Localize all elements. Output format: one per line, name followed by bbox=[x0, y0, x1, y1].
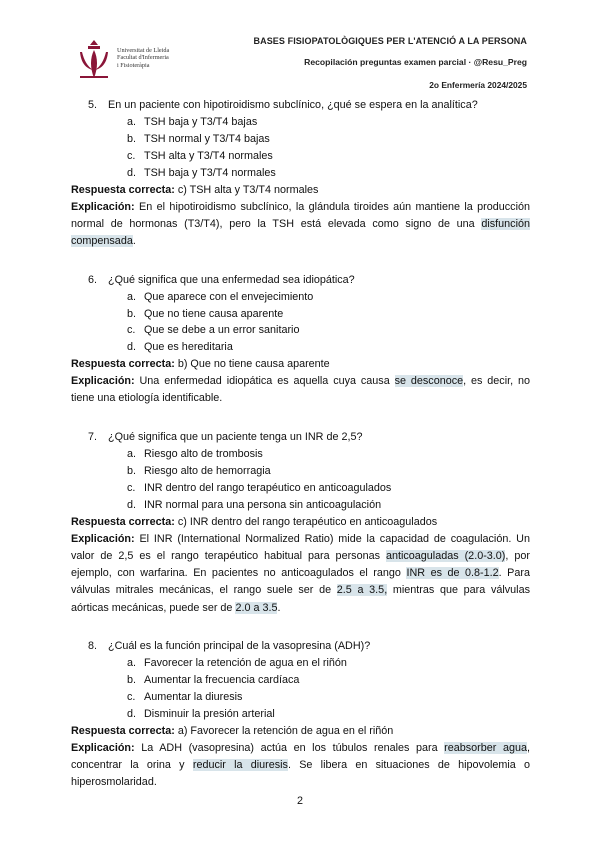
answer-label: Respuesta correcta: bbox=[71, 358, 175, 371]
option-item bbox=[71, 446, 530, 463]
question-label: En un paciente con hipotiroidismo subclínico, ¿qué se espera en la analítica? bbox=[108, 99, 478, 111]
question-list bbox=[71, 97, 530, 813]
explanation-text: La ADH (vasopresina) actúa en los túbulos renales para bbox=[134, 741, 445, 754]
question-label: ¿Qué significa que un paciente tenga un INR de 2,5? bbox=[108, 431, 363, 444]
question-text bbox=[71, 272, 530, 289]
option-text: Que no tiene causa aparente bbox=[144, 307, 284, 320]
explanation bbox=[71, 373, 530, 407]
option-text: Disminuir la presión arterial bbox=[144, 707, 275, 720]
option-letter: c. bbox=[127, 691, 136, 703]
option-letter: c. bbox=[127, 149, 136, 162]
header-course: 2o Enfermería 2024/2025 bbox=[429, 80, 527, 90]
correct-answer bbox=[71, 356, 530, 373]
correct-answer bbox=[71, 723, 530, 740]
explanation-text: , es decir, no tiene una etiología identificable. bbox=[71, 375, 530, 405]
option-item bbox=[71, 131, 530, 148]
question-block bbox=[71, 638, 530, 791]
question-block bbox=[71, 97, 530, 250]
option-item bbox=[71, 655, 530, 672]
option-letter: c. bbox=[127, 324, 136, 337]
explanation-text: mientras que para válvulas aórticas mecánicas, puede ser de bbox=[71, 584, 530, 614]
question-block bbox=[71, 272, 530, 408]
question-text bbox=[71, 97, 530, 114]
explanation-text: . bbox=[132, 234, 136, 247]
answer-value: c) TSH alta y T3/T4 normales bbox=[177, 183, 319, 196]
option-letter: a. bbox=[127, 657, 137, 670]
answer-label: Respuesta correcta: bbox=[71, 183, 175, 196]
university-crest-icon bbox=[74, 38, 114, 82]
option-letter: b. bbox=[127, 465, 137, 478]
option-text: Aumentar la frecuencia cardíaca bbox=[144, 674, 300, 687]
option-text: TSH normal y T3/T4 bajas bbox=[144, 132, 270, 145]
explanation-text: . Para válvulas mitrales mecánicas, el rango suele ser de bbox=[71, 567, 530, 597]
option-letter: d. bbox=[127, 707, 137, 720]
question-label: ¿Qué significa que una enfermedad sea idiopática? bbox=[108, 273, 355, 286]
option-item bbox=[71, 497, 530, 514]
option-text: Riesgo alto de trombosis bbox=[144, 448, 263, 461]
option-item bbox=[71, 322, 530, 339]
header-title: BASES FISIOPATOLÒGIQUES PER L'ATENCIÓ A LA PERSONA bbox=[253, 36, 527, 46]
option-text: Favorecer la retención de agua en el riñón bbox=[144, 657, 347, 670]
option-text: Aumentar la diuresis bbox=[144, 691, 243, 703]
option-text: Que aparece con el envejecimiento bbox=[144, 290, 314, 303]
explanation-label: Explicación: bbox=[71, 375, 135, 388]
explanation bbox=[71, 199, 530, 251]
option-text: INR normal para una persona sin anticoagulación bbox=[144, 498, 382, 511]
option-text: Que es hereditaria bbox=[144, 341, 233, 354]
explanation bbox=[71, 740, 530, 792]
answer-label: Respuesta correcta: bbox=[71, 724, 175, 737]
header-subtitle: Recopilación preguntas examen parcial · @Resu_Preg bbox=[304, 57, 527, 67]
options-list bbox=[71, 446, 530, 514]
highlighted-text: 2.0 a 3.5 bbox=[235, 601, 278, 614]
explanation-text: . Se libera en situaciones de hipovolemia o hiperosmolaridad. bbox=[71, 758, 531, 789]
option-item bbox=[71, 463, 530, 480]
option-letter: d. bbox=[127, 341, 137, 354]
explanation-text: El INR (International Normalized Ratio) mide la capacidad de coagulación. Un valor de 2,5 es el rango terapéutico habitual para personas bbox=[71, 532, 530, 562]
answer-value: b) Que no tiene causa aparente bbox=[177, 358, 330, 371]
explanation-text: . bbox=[277, 601, 281, 614]
highlighted-text: anticoaguladas (2.0-3.0) bbox=[385, 549, 506, 562]
option-letter: a. bbox=[127, 448, 137, 461]
question-label: ¿Cuál es la función principal de la vasopresina (ADH)? bbox=[108, 640, 371, 653]
answer-value: a) Favorecer la retención de agua en el riñón bbox=[177, 724, 394, 737]
option-letter: b. bbox=[127, 307, 137, 320]
answer-value: c) INR dentro del rango terapéutico en anticoagulados bbox=[177, 515, 438, 528]
explanation bbox=[71, 531, 530, 617]
option-item bbox=[71, 672, 530, 689]
options-list bbox=[71, 289, 530, 357]
explanation-label: Explicación: bbox=[71, 741, 135, 754]
question-number: 6. bbox=[88, 273, 98, 286]
logo-text: Universitat de Lleida Facultat d'Infermeria i Fisioteràpia bbox=[117, 47, 170, 69]
option-letter: b. bbox=[127, 132, 137, 145]
option-text: INR dentro del rango terapéutico en anticoagulados bbox=[144, 481, 392, 494]
option-item bbox=[71, 339, 530, 356]
option-letter: a. bbox=[127, 116, 137, 128]
explanation-text: En el hipotiroidismo subclínico, la glándula tiroides aún mantiene la producción normal de hormonas (T3/T4), pero la TSH está elevada como signo de una bbox=[71, 200, 530, 230]
question-text bbox=[71, 429, 530, 446]
correct-answer bbox=[71, 182, 530, 199]
option-item bbox=[71, 480, 530, 497]
option-item bbox=[71, 306, 530, 323]
option-letter: c. bbox=[127, 481, 136, 494]
highlighted-text: reducir la diuresis bbox=[192, 758, 288, 771]
question-text bbox=[71, 638, 530, 655]
question-number: 8. bbox=[88, 640, 98, 653]
option-text: TSH baja y T3/T4 normales bbox=[144, 166, 276, 179]
options-list bbox=[71, 114, 530, 182]
option-letter: d. bbox=[127, 498, 137, 511]
option-letter: b. bbox=[127, 674, 137, 687]
explanation-text: Una enfermedad idiopática es aquella cuya causa bbox=[134, 375, 395, 388]
option-text: Que se debe a un error sanitario bbox=[144, 324, 300, 337]
option-item bbox=[71, 148, 530, 165]
highlighted-text: INR es de 0.8-1.2 bbox=[406, 567, 499, 580]
options-list bbox=[71, 655, 530, 723]
explanation-label: Explicación: bbox=[71, 200, 135, 213]
option-item bbox=[71, 706, 530, 723]
question-number: 5. bbox=[88, 99, 98, 111]
page-number: 2 bbox=[296, 795, 303, 807]
highlighted-text: 2.5 a 3.5, bbox=[336, 584, 388, 597]
option-item bbox=[71, 289, 530, 306]
university-logo bbox=[74, 38, 170, 82]
option-letter: a. bbox=[127, 290, 137, 303]
highlighted-text: reabsorber agua bbox=[444, 741, 527, 754]
option-item bbox=[71, 689, 530, 706]
option-letter: d. bbox=[127, 166, 137, 179]
explanation-text: , concentrar la orina y bbox=[71, 741, 530, 771]
option-text: TSH alta y T3/T4 normales bbox=[144, 149, 273, 162]
explanation-label: Explicación: bbox=[71, 532, 135, 545]
question-number: 7. bbox=[88, 431, 98, 444]
question-block bbox=[71, 429, 530, 617]
highlighted-text: disfunción compensada bbox=[71, 217, 530, 247]
option-text: Riesgo alto de hemorragia bbox=[144, 465, 271, 478]
highlighted-text: se desconoce bbox=[394, 375, 464, 388]
option-text: TSH baja y T3/T4 bajas bbox=[144, 116, 258, 128]
option-item bbox=[71, 165, 530, 182]
option-item bbox=[71, 114, 530, 131]
answer-label: Respuesta correcta: bbox=[71, 515, 175, 528]
explanation-text: , por ejemplo, con warfarina. En pacientes no anticoagulados el rango bbox=[71, 549, 530, 580]
correct-answer bbox=[71, 514, 530, 531]
